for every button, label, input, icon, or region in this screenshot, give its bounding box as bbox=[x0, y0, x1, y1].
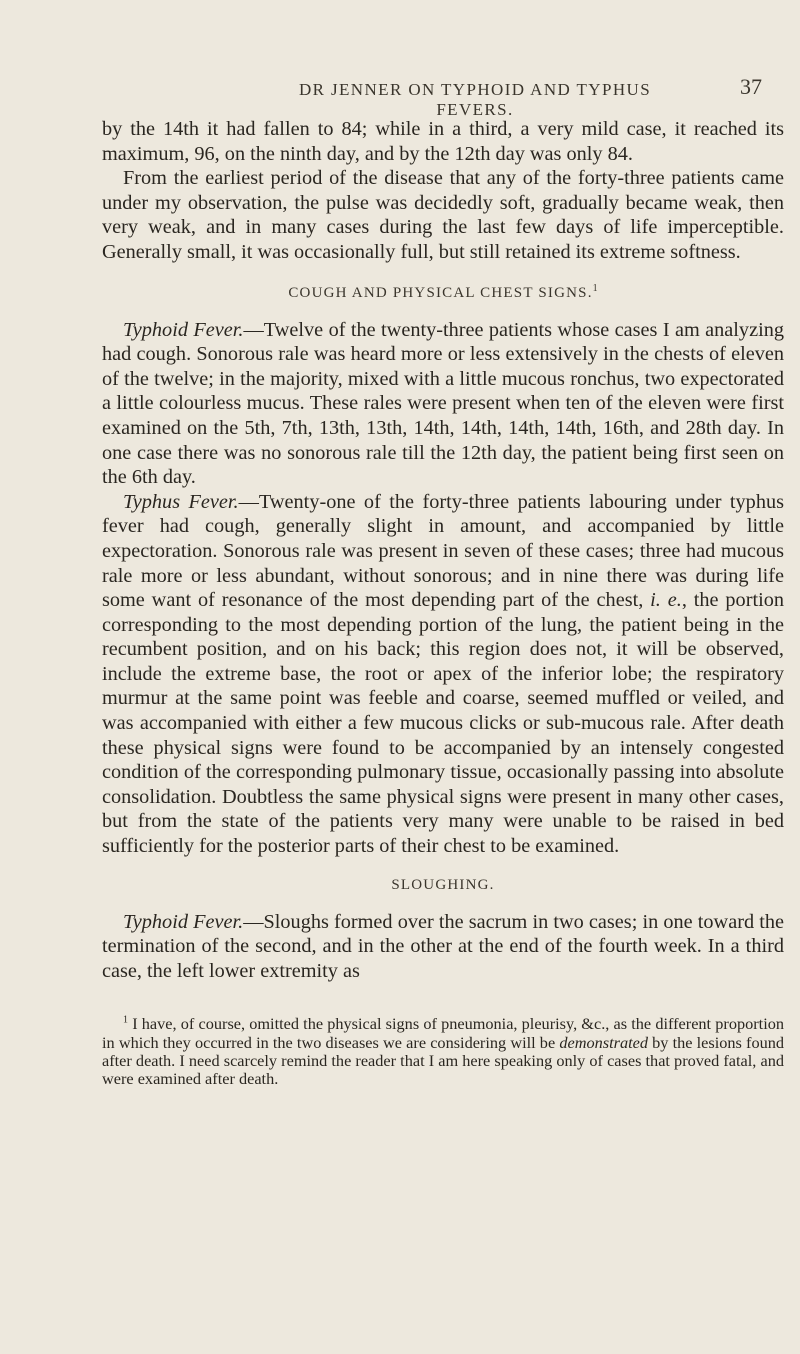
paragraph-typhoid-sloughing bbox=[102, 910, 784, 984]
page-number: 37 bbox=[740, 74, 762, 99]
label-typhoid-fever: Typhoid Fever. bbox=[123, 318, 244, 341]
text-column bbox=[102, 117, 784, 1089]
label-typhoid-fever: Typhoid Fever. bbox=[123, 910, 244, 933]
paragraph-typhus-cough bbox=[102, 490, 784, 859]
paragraph-text: —Twenty-one of the forty-three patients labouring under typhus fever had cough, generally slight in amount, and accompanied by little expectoration. Sonorous rale was present in seven of these cases; three had mucous rale more or less abundant, without sonorous; and in nine there was during life some want of resonance of the most depending part of the chest, bbox=[102, 490, 784, 612]
footnotes bbox=[102, 1015, 784, 1088]
paragraph-text: , the portion corresponding to the most depending portion of the lung, the patient being in the recumbent position, and on his back; this region does not, it will be observed, include the extreme base, the root or apex of the inferior lobe; the respiratory murmur at the same point was feeble and coarse, seemed muffled or veiled, and was accompanied with either a few mucous clicks or sub-mucous rale. After death these physical signs were found to be accompanied by an intensely congested condition of the corresponding pulmonary tissue, occasionally passing into absolute consolidation. Doubtless the same physical signs were present in many other cases, but from the state of the patients very many were unable to be raised in bed sufficiently for the posterior parts of their chest to be examined. bbox=[102, 589, 784, 858]
paragraph-text: —Twelve of the twenty-three patients whose cases I am analyzing had cough. Sonorous rale was heard more or less extensively in the chests of eleven of the twelve; in the majority, mixed with a little mucous ronchus, two expectorated a little colourless mucus. These rales were present when ten of the eleven were first examined on the 5th, 7th, 13th, 13th, 14th, 14th, 14th, 14th, 16th, and 28th day. In one case there was no sonorous rale till the 12th day, the patient being first seen on the 6th day. bbox=[102, 318, 784, 489]
paragraph-pulse: From the earliest period of the disease that any of the forty-three patients came under my observation, the pulse was decidedly soft, gradually became weak, then very weak, and in many cases during the last few days of life imperceptible. Generally small, it was occasionally full, but still retained its extreme softness. bbox=[102, 167, 784, 263]
abbreviation-ie: i. e. bbox=[650, 589, 682, 612]
paragraph-typhoid-cough bbox=[102, 318, 784, 490]
section-heading-cough bbox=[102, 283, 784, 302]
footnote-marker: 1 bbox=[123, 1014, 128, 1026]
paragraph-text: —Sloughs formed over the sacrum in two cases; in one toward the termination of the second, and in the other at the end of the fourth week. In a third case, the left lower extremity as bbox=[102, 910, 784, 982]
section-heading-sloughing: SLOUGHING. bbox=[391, 876, 495, 893]
section-heading-text: COUGH AND PHYSICAL CHEST SIGNS. bbox=[288, 284, 593, 301]
footnote-text: by the lesions found after death. I need scarcely remind the reader that I am here speaking only of cases that proved fatal, and were examined after death. bbox=[102, 1032, 785, 1089]
footnote-emphasis: demonstrated bbox=[559, 1032, 648, 1052]
footnote bbox=[102, 1015, 784, 1088]
footnote-reference: 1 bbox=[592, 282, 598, 294]
footnote-text: I have, of course, omitted the physical signs of pneumonia, pleurisy, &c., as the different proportion in which they occurred in the two diseases we are considering will be bbox=[102, 1014, 784, 1052]
label-typhus-fever: Typhus Fever. bbox=[123, 490, 239, 513]
running-head: DR JENNER ON TYPHOID AND TYPHUS FEVERS. bbox=[298, 80, 652, 119]
paragraph-continuation: by the 14th it had fallen to 84; while in a third, a very mild case, it reached its maximum, 96, on the ninth day, and by the 12th day was only 84. bbox=[102, 118, 784, 165]
